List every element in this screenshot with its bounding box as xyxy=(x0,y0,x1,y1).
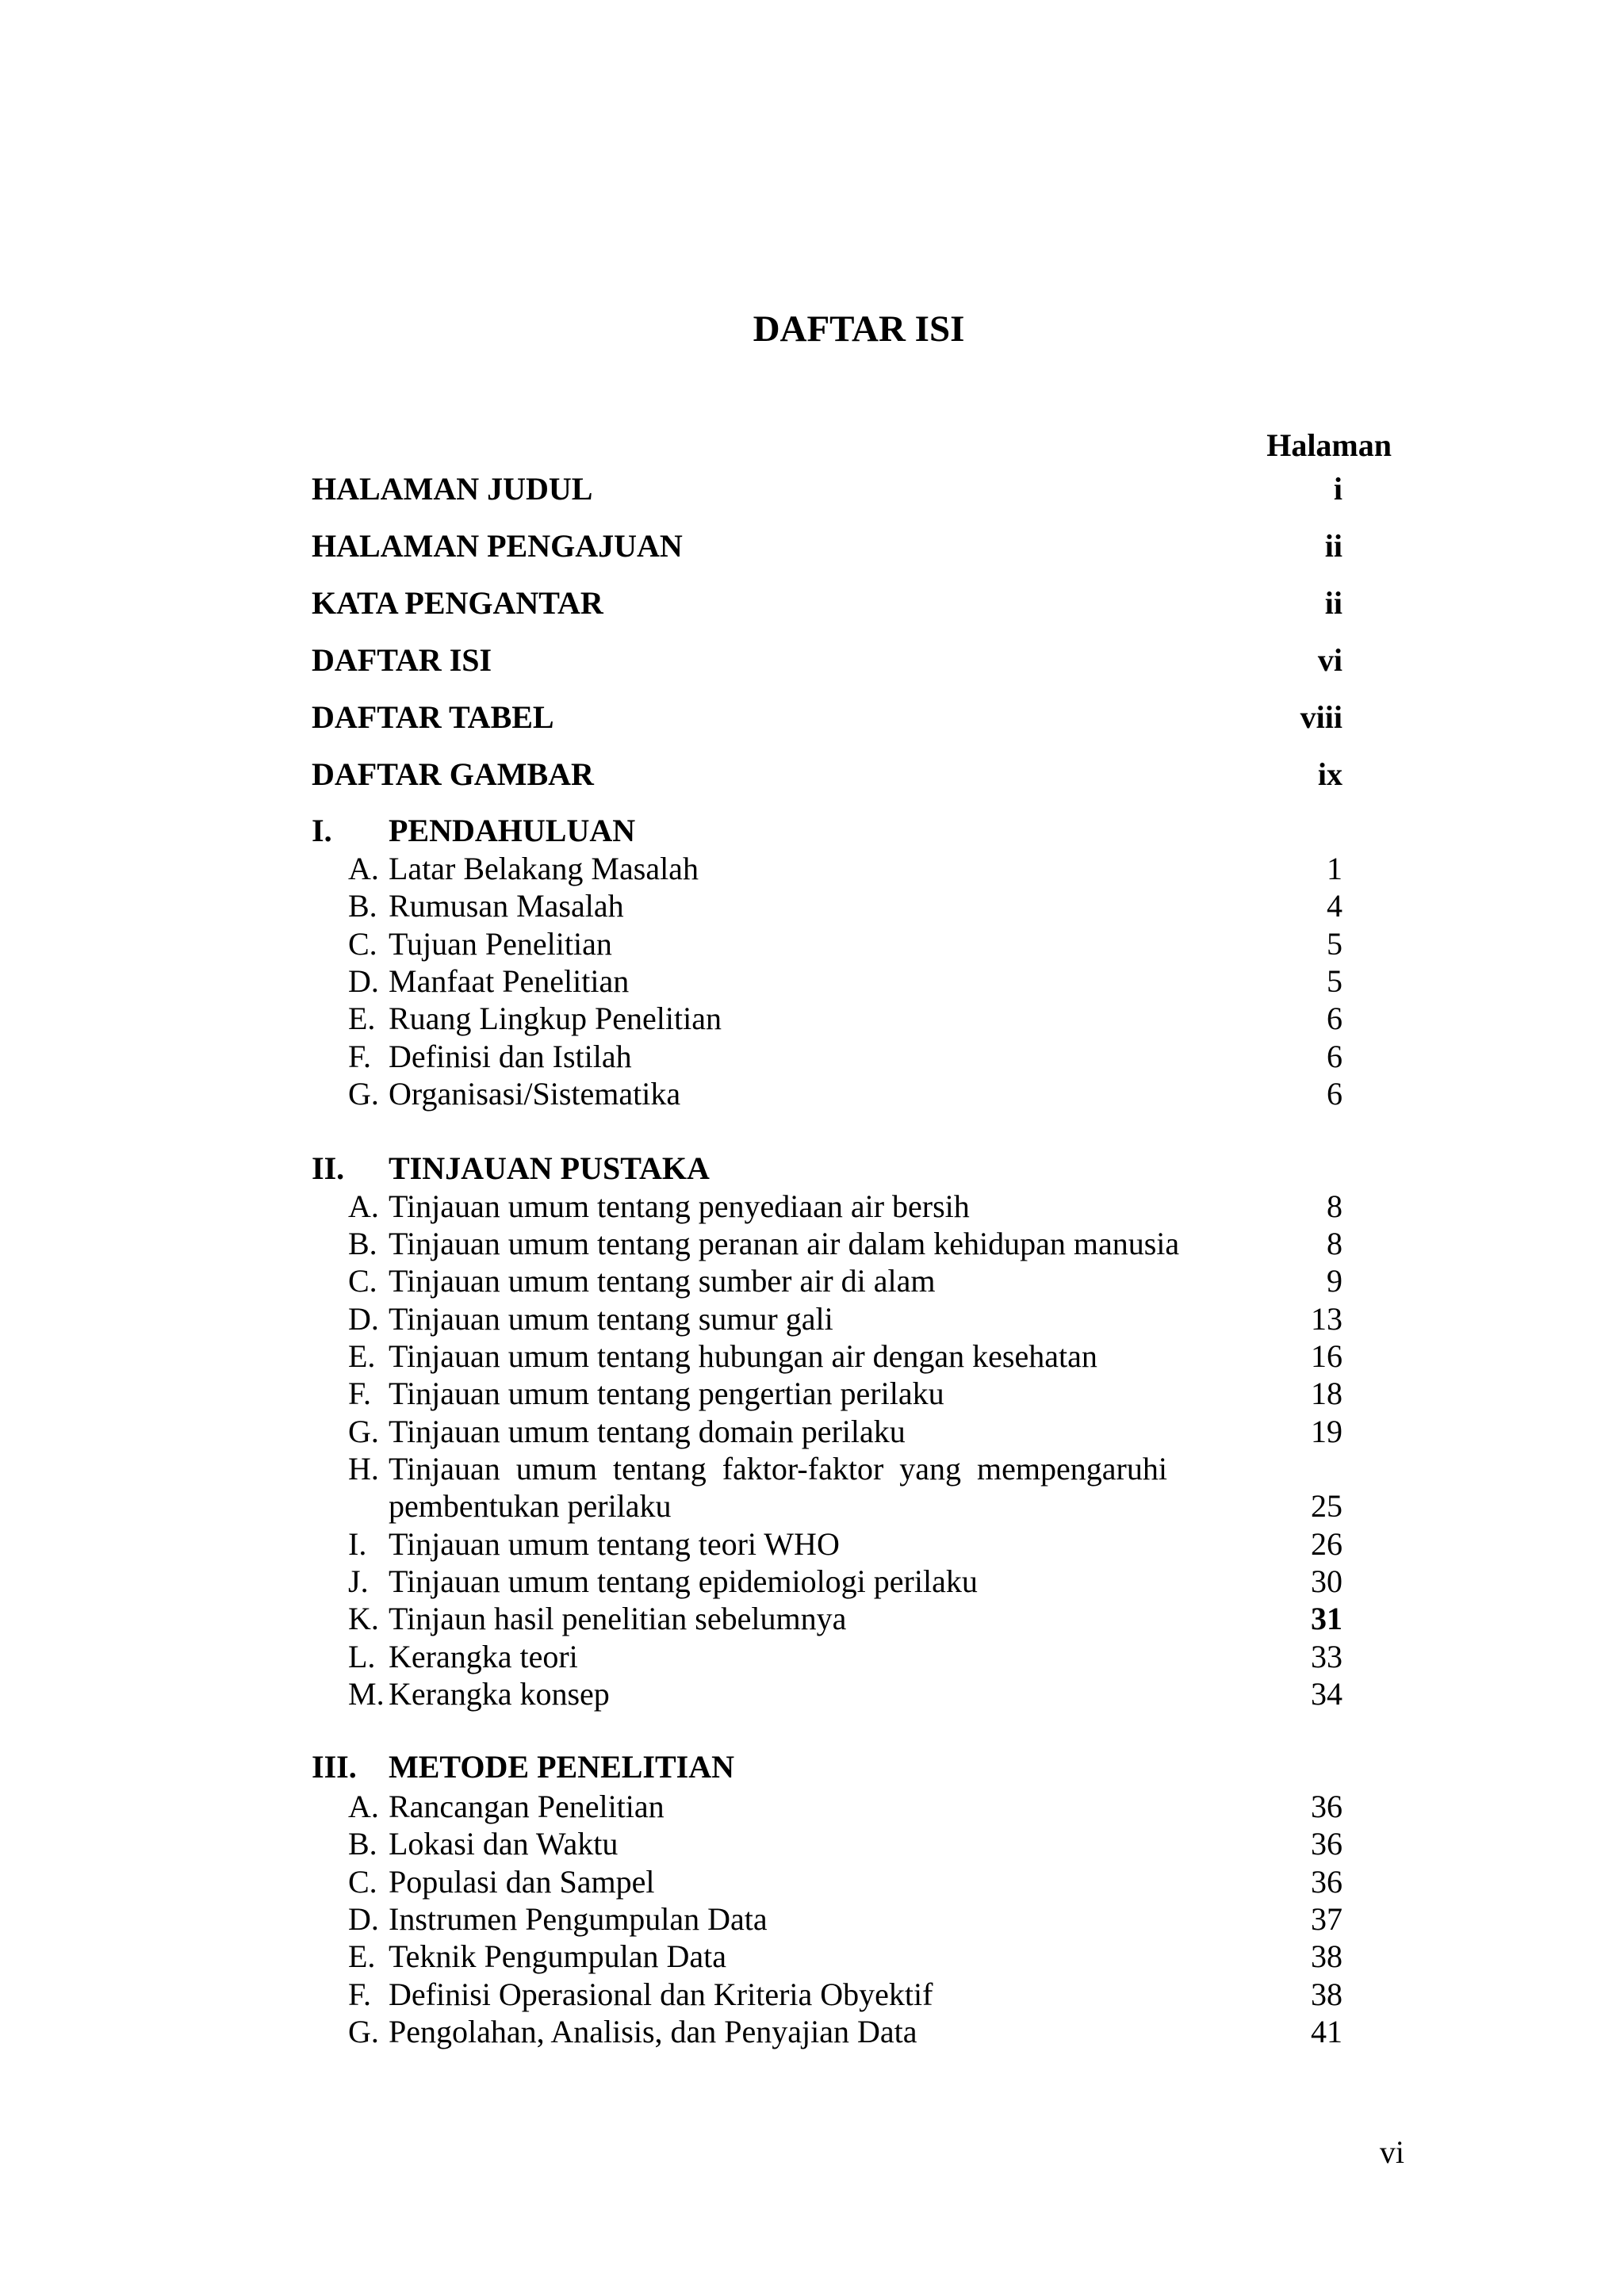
entry-title: Tinjauan umum tentang domain perilaku xyxy=(389,1414,906,1449)
entry-page: 13 xyxy=(1311,1301,1342,1337)
entry-title: Teknik Pengumpulan Data xyxy=(389,1938,726,1974)
entry-letter: B. xyxy=(348,1226,377,1261)
entry-title: Instrumen Pengumpulan Data xyxy=(389,1901,768,1937)
entry-title: Tinjaun hasil penelitian sebelumnya xyxy=(389,1601,847,1636)
entry-page: 25 xyxy=(1311,1488,1342,1524)
entry-letter: G. xyxy=(348,1076,379,1112)
entry-page: 37 xyxy=(1311,1901,1342,1937)
entry-letter: C. xyxy=(348,1864,377,1900)
entry-letter: L. xyxy=(348,1639,376,1674)
entry-title: Tinjauan umum tentang sumur gali xyxy=(389,1301,833,1337)
chapter-title: METODE PENELITIAN xyxy=(389,1749,735,1785)
entry-page: 6 xyxy=(1327,1001,1342,1036)
entry-page: 38 xyxy=(1311,1938,1342,1974)
entry-letter: J. xyxy=(348,1563,369,1599)
front-matter-page: ii xyxy=(1324,528,1342,564)
entry-title: Tinjauan umum tentang peranan air dalam kehidupan manusia xyxy=(389,1226,1180,1261)
entry-page: 34 xyxy=(1311,1676,1342,1712)
front-matter-page: ix xyxy=(1317,756,1342,792)
entry-page: 36 xyxy=(1311,1826,1342,1862)
front-matter-label: DAFTAR TABEL xyxy=(312,699,554,735)
front-matter-label: DAFTAR ISI xyxy=(312,642,492,678)
entry-title: Tujuan Penelitian xyxy=(389,926,612,962)
entry-page: 18 xyxy=(1311,1376,1342,1411)
entry-page: 8 xyxy=(1327,1188,1342,1224)
entry-title: Kerangka konsep xyxy=(389,1676,610,1712)
entry-letter: D. xyxy=(348,963,379,999)
entry-letter: E. xyxy=(348,1338,376,1374)
front-matter-label: DAFTAR GAMBAR xyxy=(312,756,594,792)
entry-letter: E. xyxy=(348,1001,376,1036)
entry-page: 5 xyxy=(1327,926,1342,962)
entry-letter: B. xyxy=(348,1826,377,1862)
page-number: vi xyxy=(1379,2134,1404,2170)
entry-page: 31 xyxy=(1311,1601,1342,1636)
entry-title: Tinjauan umum tentang penyediaan air bersih xyxy=(389,1188,970,1224)
entry-letter: G. xyxy=(348,1414,379,1449)
entry-page: 41 xyxy=(1311,2014,1342,2049)
entry-letter: F. xyxy=(348,1039,372,1074)
entry-page: 36 xyxy=(1311,1864,1342,1900)
entry-page: 33 xyxy=(1311,1639,1342,1674)
entry-page: 36 xyxy=(1311,1789,1342,1824)
entry-page: 30 xyxy=(1311,1563,1342,1599)
entry-page: 6 xyxy=(1327,1076,1342,1112)
entry-title: Lokasi dan Waktu xyxy=(389,1826,619,1862)
front-matter-page: viii xyxy=(1300,699,1342,735)
entry-letter: A. xyxy=(348,851,379,886)
entry-page: 38 xyxy=(1311,1976,1342,2012)
entry-page: 8 xyxy=(1327,1226,1342,1261)
entry-letter: H. xyxy=(348,1451,379,1487)
entry-page: 19 xyxy=(1311,1414,1342,1449)
entry-title: Kerangka teori xyxy=(389,1639,578,1674)
entry-page: 16 xyxy=(1311,1338,1342,1374)
entry-page: 1 xyxy=(1327,851,1342,886)
entry-page: 9 xyxy=(1327,1263,1342,1299)
entry-letter: C. xyxy=(348,926,377,962)
chapter-number: I. xyxy=(312,813,332,848)
entry-title: Populasi dan Sampel xyxy=(389,1864,655,1900)
entry-title: Tinjauan umum tentang pengertian perilaku xyxy=(389,1376,944,1411)
chapter-title: TINJAUAN PUSTAKA xyxy=(389,1150,710,1186)
entry-page: 26 xyxy=(1311,1526,1342,1562)
entry-title: Manfaat Penelitian xyxy=(389,963,630,999)
front-matter-label: HALAMAN PENGAJUAN xyxy=(312,528,683,564)
entry-title: Tinjauan umum tentang teori WHO xyxy=(389,1526,840,1562)
entry-title: Organisasi/Sistematika xyxy=(389,1076,681,1112)
front-matter-page: ii xyxy=(1324,585,1342,621)
entry-title: Tinjauan umum tentang faktor-faktor yang mempengaruhi xyxy=(389,1451,1167,1487)
entry-letter: C. xyxy=(348,1263,377,1299)
entry-title: Rancangan Penelitian xyxy=(389,1789,665,1824)
entry-title: Tinjauan umum tentang sumber air di alam xyxy=(389,1263,936,1299)
entry-page: 4 xyxy=(1327,888,1342,924)
chapter-title: PENDAHULUAN xyxy=(389,813,636,848)
entry-title: Tinjauan umum tentang epidemiologi perilaku xyxy=(389,1563,978,1599)
entry-letter: E. xyxy=(348,1938,376,1974)
entry-letter: A. xyxy=(348,1789,379,1824)
entry-title: Rumusan Masalah xyxy=(389,888,624,924)
chapter-number: II. xyxy=(312,1150,345,1186)
entry-page: 6 xyxy=(1327,1039,1342,1074)
entry-letter: K. xyxy=(348,1601,379,1636)
entry-letter: I. xyxy=(348,1526,367,1562)
front-matter-label: KATA PENGANTAR xyxy=(312,585,603,621)
entry-title: Definisi dan Istilah xyxy=(389,1039,632,1074)
page-column-header: Halaman xyxy=(1266,427,1392,463)
entry-title: Definisi Operasional dan Kriteria Obyektif xyxy=(389,1976,933,2012)
entry-title: Ruang Lingkup Penelitian xyxy=(389,1001,722,1036)
entry-title: Pengolahan, Analisis, dan Penyajian Data xyxy=(389,2014,917,2049)
entry-title: Tinjauan umum tentang hubungan air dengan kesehatan xyxy=(389,1338,1097,1374)
entry-letter: G. xyxy=(348,2014,379,2049)
entry-title-continuation: pembentukan perilaku xyxy=(389,1488,672,1524)
entry-letter: M. xyxy=(348,1676,385,1712)
front-matter-page: vi xyxy=(1317,642,1342,678)
entry-letter: A. xyxy=(348,1188,379,1224)
front-matter-label: HALAMAN JUDUL xyxy=(312,471,593,507)
entry-letter: F. xyxy=(348,1976,372,2012)
front-matter-page: i xyxy=(1333,471,1342,507)
entry-letter: B. xyxy=(348,888,377,924)
entry-letter: F. xyxy=(348,1376,372,1411)
entry-letter: D. xyxy=(348,1901,379,1937)
entry-page: 5 xyxy=(1327,963,1342,999)
entry-letter: D. xyxy=(348,1301,379,1337)
entry-title: Latar Belakang Masalah xyxy=(389,851,699,886)
page-title: DAFTAR ISI xyxy=(753,308,965,350)
chapter-number: III. xyxy=(312,1749,357,1785)
